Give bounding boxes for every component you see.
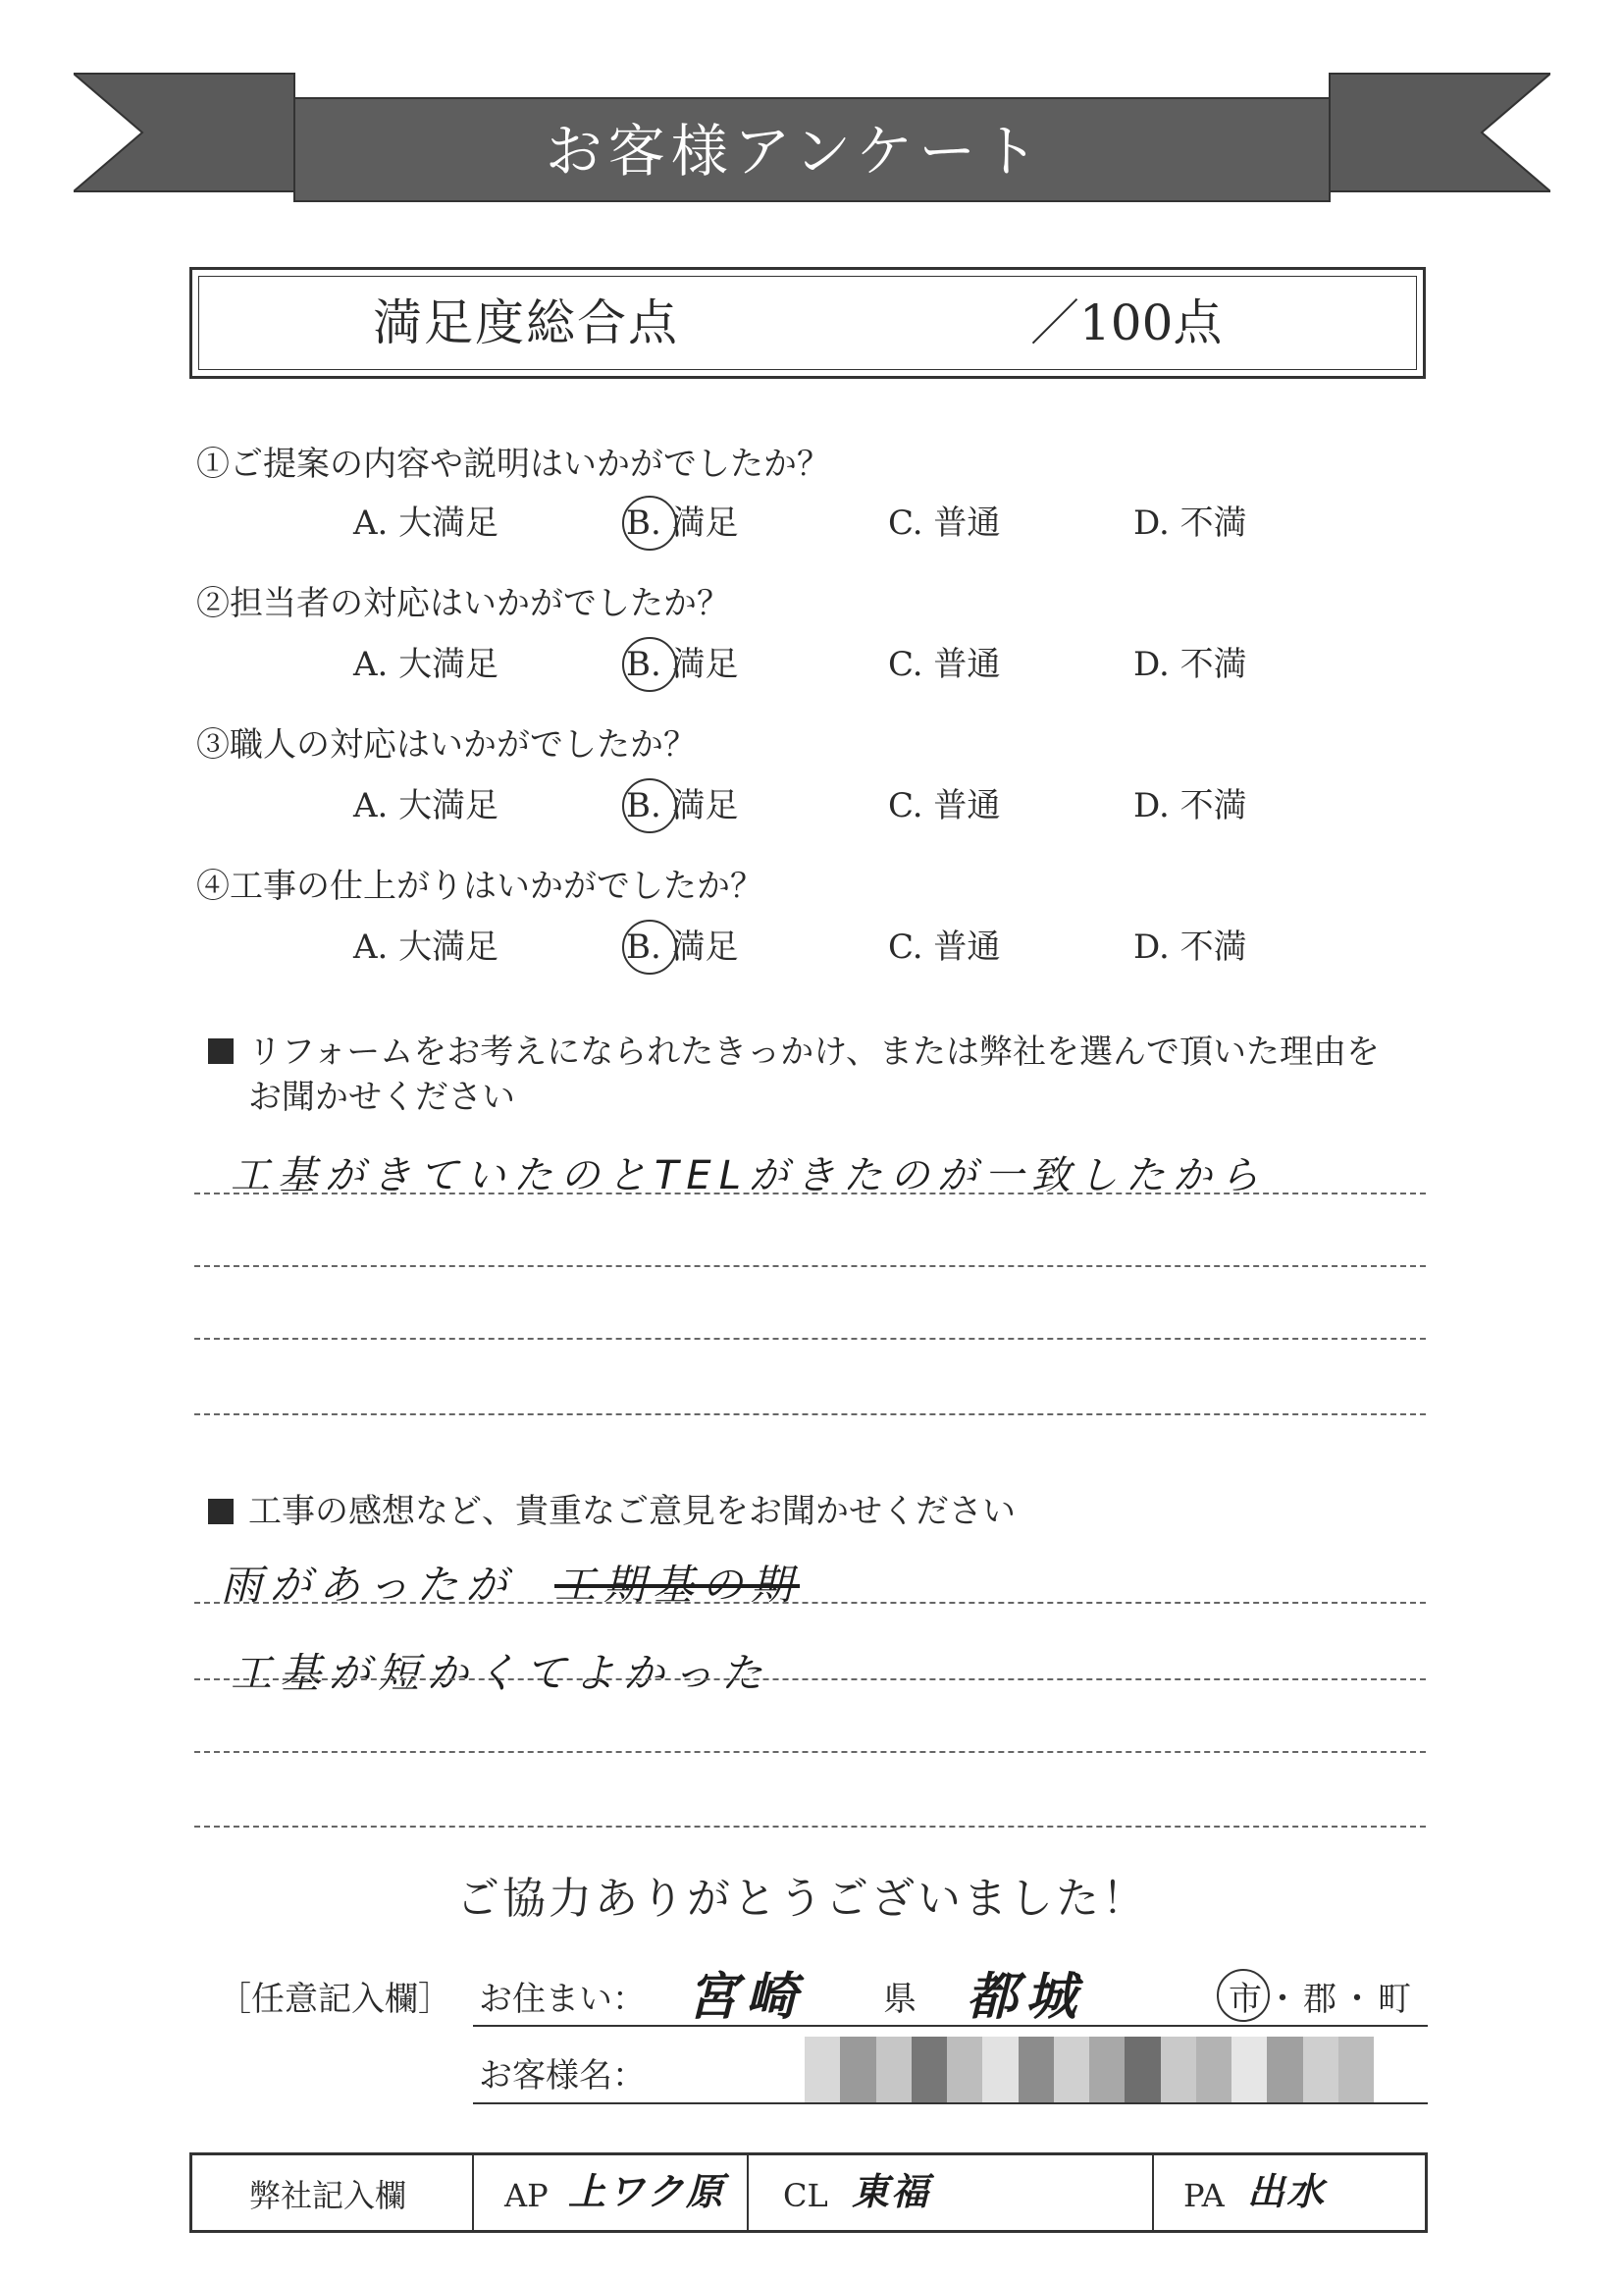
section1-line-3 bbox=[194, 1338, 1426, 1340]
name-label: お客様名： bbox=[479, 2056, 646, 2095]
q3-option-d[interactable]: D. 不満 bbox=[1133, 786, 1247, 825]
section1-bullet-icon bbox=[208, 1038, 234, 1064]
q3-selected-circle bbox=[622, 778, 677, 833]
score-label: 満足度総合点 bbox=[373, 294, 679, 351]
q4-option-a[interactable]: A. 大満足 bbox=[353, 928, 499, 967]
q2-option-b[interactable]: B. 満足 bbox=[626, 645, 739, 684]
cl-label: CL bbox=[783, 2177, 828, 2214]
cl-value[interactable]: 東福 bbox=[852, 2170, 931, 2213]
q1-option-b[interactable]: B. 満足 bbox=[626, 504, 739, 543]
prefecture-value[interactable]: 宮崎 bbox=[687, 1968, 806, 2027]
q4-option-b[interactable]: B. 満足 bbox=[626, 928, 739, 967]
section2-heading: 工事の感想など、貴重なご意見をお聞かせください bbox=[248, 1492, 1016, 1531]
q1-option-c[interactable]: C. 普通 bbox=[888, 504, 1001, 543]
q3-option-c[interactable]: C. 普通 bbox=[888, 786, 1001, 825]
q1-option-a[interactable]: A. 大満足 bbox=[353, 504, 499, 543]
score-suffix: ／100点 bbox=[1030, 294, 1223, 351]
city-type-selected-circle bbox=[1217, 1969, 1270, 2022]
q2-option-a[interactable]: A. 大満足 bbox=[353, 645, 499, 684]
section1-line-4 bbox=[194, 1413, 1426, 1415]
name-redacted bbox=[805, 2037, 1374, 2103]
city-value[interactable]: 都城 bbox=[967, 1968, 1085, 2027]
pa-label: PA bbox=[1183, 2177, 1225, 2214]
q1-selected-circle bbox=[622, 496, 677, 551]
ap-value[interactable]: 上ワク原 bbox=[568, 2170, 726, 2213]
q4-selected-circle bbox=[622, 920, 677, 975]
q2-selected-circle bbox=[622, 637, 677, 692]
address-label: お住まい： bbox=[479, 1980, 646, 2019]
section2-line-1 bbox=[194, 1602, 1426, 1604]
section2-answer-struck: 工期基の期 bbox=[554, 1561, 801, 1609]
section1-line-1 bbox=[194, 1193, 1426, 1194]
question-4: ④工事の仕上がりはいかがでしたか？ bbox=[196, 867, 763, 906]
q4-option-d[interactable]: D. 不満 bbox=[1133, 928, 1247, 967]
staff-entry-table bbox=[189, 2152, 1428, 2233]
q2-option-d[interactable]: D. 不満 bbox=[1133, 645, 1247, 684]
section1-answer: 工基がきていたのとTELがきたのが一致したから bbox=[231, 1153, 1267, 1198]
question-1: ①ご提案の内容や説明はいかがでしたか？ bbox=[196, 445, 830, 484]
section2-bullet-icon bbox=[208, 1499, 234, 1524]
q1-option-d[interactable]: D. 不満 bbox=[1133, 504, 1247, 543]
section2-line-3 bbox=[194, 1751, 1426, 1753]
question-3: ③職人の対応はいかがでしたか？ bbox=[196, 725, 697, 765]
staff-entry-label: 弊社記入欄 bbox=[249, 2177, 407, 2214]
section2-answer-line1: 雨があったが bbox=[221, 1561, 515, 1609]
section1-heading-line2: お聞かせください bbox=[248, 1078, 515, 1117]
section1-line-2 bbox=[194, 1265, 1426, 1267]
q4-option-c[interactable]: C. 普通 bbox=[888, 928, 1001, 967]
page-title: お客様アンケート bbox=[545, 118, 1045, 185]
question-2: ②担当者の対応はいかがでしたか？ bbox=[196, 584, 730, 623]
q3-option-b[interactable]: B. 満足 bbox=[626, 786, 739, 825]
name-underline bbox=[473, 2102, 1428, 2104]
optional-label: ［任意記入欄］ bbox=[218, 1980, 451, 2019]
q3-option-a[interactable]: A. 大満足 bbox=[353, 786, 499, 825]
q2-option-c[interactable]: C. 普通 bbox=[888, 645, 1001, 684]
section2-line-2 bbox=[194, 1678, 1426, 1680]
address-underline bbox=[473, 2025, 1428, 2027]
prefecture-suffix: 県 bbox=[883, 1980, 917, 2019]
ap-label: AP bbox=[504, 2177, 549, 2214]
section2-line-4 bbox=[194, 1826, 1426, 1828]
section1-heading-line1: リフォームをお考えになられたきっかけ、または弊社を選んで頂いた理由を bbox=[248, 1033, 1380, 1072]
section2-answer-line2: 工基が短かくてよかった bbox=[231, 1649, 771, 1697]
city-type-options[interactable]: 市・郡・町 bbox=[1229, 1980, 1415, 2019]
pa-value[interactable]: 出水 bbox=[1247, 2170, 1327, 2213]
thanks-message: ご協力ありがとうございました！ bbox=[456, 1874, 1148, 1924]
